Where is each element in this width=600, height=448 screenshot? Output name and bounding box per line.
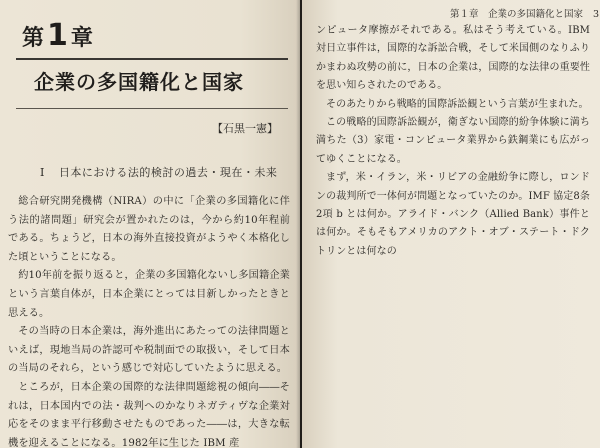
paragraph: 約10年前を振り返ると，企業の多国籍化ないし多国籍企業という言葉自体が，日本企業にとっては目新しかったときと思える。 bbox=[8, 270, 290, 319]
paragraph: その当時の日本企業は，海外進出にあたっての法律問題といえば，現地当局の許認可や税制面での取扱い，そして日本の当局のそれら，という感じで対応していたように思える。 bbox=[8, 326, 290, 375]
page-number: 3 bbox=[593, 9, 600, 20]
left-body-text bbox=[8, 193, 290, 448]
running-head bbox=[450, 6, 599, 20]
paragraph: ンピュータ摩擦がそれである。私はそう考えている。IBM 対日立事件は，国際的な訴訟合戦，そして米国側のなりふりかまわぬ攻勢の前に，日本の企業は，国際的な法律の重要性を思い知らされたのである。 bbox=[316, 25, 590, 92]
running-head-title: 第１章 企業の多国籍化と国家 bbox=[450, 9, 584, 20]
chapter-number: 1 bbox=[47, 18, 69, 53]
chapter-title: 企業の多国籍化と国家 bbox=[34, 70, 244, 94]
paragraph: まず，米・イラン，米・リビアの金融紛争に際し，ロンドンの裁判所で一体何が問題となっていたのか。IMF 協定8条2項 b とは何か。アライド・バンク（Allied Bank）事件とは何か。そもそもアメリカのアクト・オブ・ステート・ドクトリンとは何なの bbox=[316, 172, 590, 257]
paragraph: ところが，日本企業の国際的な法律問題総視の傾向――それは，日本国内での法・裁判へのかなりネガティヴな企業対応をそのまま平行移動させたものであった――は，大きな転機を迎えることになる。1982年に生じた IBM 産 bbox=[8, 381, 290, 448]
paragraph: そのあたりから戦略的国際訴訟観という言葉が生まれた。 bbox=[326, 98, 589, 110]
chapter-heading bbox=[22, 18, 94, 53]
author-name: 【石黒一憲】 bbox=[212, 122, 278, 135]
chapter-prefix: 第 bbox=[22, 26, 46, 51]
section-heading bbox=[40, 164, 277, 180]
section-title: 日本における法的検討の過去・現在・未来 bbox=[58, 166, 278, 179]
paragraph: 総合研究開発機構（NIRA）の中に「企業の多国籍化に伴う法的諸問題」研究会が置かれたのは，今から約10年程前である。ちょうど，日本の海外直接投資がようやく本格化した頃ということになる。 bbox=[8, 196, 290, 263]
section-number: Ⅰ bbox=[40, 166, 45, 179]
right-body-text bbox=[316, 22, 590, 261]
paragraph: この戦略的国際訴訟観が，衛ぎない国際的紛争体験に満ち満ちた（3）家電・コンピュータ業界から鉄鋼業にも広がってゆくことになる。 bbox=[316, 117, 590, 165]
chapter-suffix: 章 bbox=[70, 26, 94, 51]
right-page bbox=[302, 0, 600, 448]
